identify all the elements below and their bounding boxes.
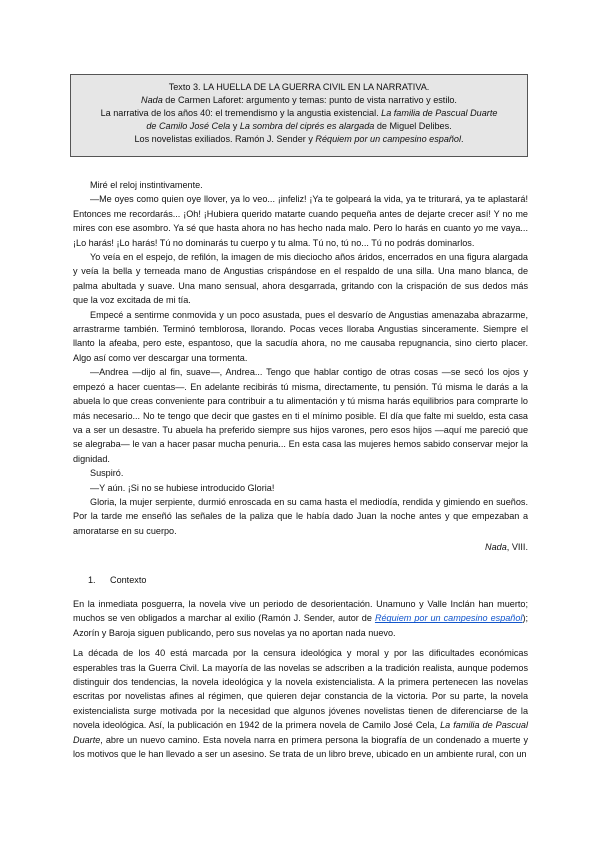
excerpt-paragraph: —Y aún. ¡Si no se hubiese introducido Gloria! (90, 482, 275, 493)
header-line-2: Nada de Carmen Laforet: argumento y temas: punto de vista narrativo y estilo. (141, 95, 457, 105)
excerpt-paragraph: Empecé a sentirme conmovida y un poco asustada, pues el desvarío de Angustias amenazaba abrazarme, arrastrarme también. Terminó temblorosa, llorando. Pocas veces lloraba Angustias sinceramente. Siempre el llanto la afeaba, pero este, espantoso, que la sacudía ahora, no me causaba repugnancia, sino cierto placer. Algo así como ver descargar una tormenta. (73, 309, 528, 363)
context-paragraph-1: En la inmediata posguerra, la novela vive un periodo de desorientación. Unamuno y Valle Inclán han muerto; muchos se ven obligados a marchar al exilio (Ramón J. Sender, autor de Réquiem por un campesino español); Azorín y Baroja siguen publicando, pero sus novelas ya no aportan nada nuevo. (73, 599, 529, 638)
novel-excerpt (73, 178, 528, 555)
excerpt-paragraph: Yo veía en el espejo, de refilón, la imagen de mis dieciocho años áridos, encerrados en una figura alargada y veía la bella y terneada mano de Angustias crispándose en el respaldo de una silla. Una mano blanca, de palma abultada y suave. Una mano sensual, ahora desgarrada, gritando con la crispación de sus dedos más que la voz excitada de mi tía. (73, 252, 528, 306)
excerpt-paragraph: —Me oyes como quien oye llover, ya lo veo... ¡infeliz! ¡Ya te golpeará la vida, ya te triturará, ya te aplastará! Entonces me recordarás... ¡Oh! ¡Hubiera querido matarte cuando pequeña antes de dejarte crecer así! Y no me mires con ese asombro. Ya sé que hasta ahora no has hecho nada malo. Pero lo harás en cuanto yo me vaya... ¡Lo harás! ¡Lo harás! Tú no dominarás tu cuerpo y tu alma. Tú no, tú no... Tú no podrás dominarlos. (73, 194, 528, 248)
header-title-pascual-duarte: La familia de Pascual Duarte (381, 108, 498, 118)
excerpt-paragraph: Miré el reloj instintivamente. (90, 180, 203, 190)
header-line-5: Los novelistas exiliados. Ramón J. Sender y Réquiem por un campesino español. (134, 134, 464, 144)
section-title: Contexto (110, 575, 147, 585)
excerpt-paragraph: Suspiró. (90, 468, 124, 479)
section-heading-contexto (88, 573, 146, 587)
excerpt-reference: Nada, VIII. (485, 542, 528, 553)
header-title-requiem: Réquiem por un campesino español (315, 134, 462, 144)
topic-header-box (70, 74, 528, 157)
requiem-link[interactable]: Réquiem por un campesino español (374, 613, 523, 624)
section-number: 1. (88, 575, 96, 585)
context-paragraph-2: La década de los 40 está marcada por la censura ideológica y moral y por las dificultades económicas esperables tras la Guerra Civil. La mayoría de las novelas se adscriben a la tradición realista, aunque podemos distinguir dos tendencias, la novela ideológica y la novela existencialista. A la primera pertenecen las novelas escritas por novelistas afines al régimen, que quieren dejar constancia de la victoria. Por su parte, la novela existencialista surge motivada por la necesidad que algunos jóvenes novelistas tienen de diferenciarse de la novela ideológica. Así, la publicación en 1942 de la primera novela de Camilo José Cela, La familia de Pascual Duarte, abre un nuevo camino. Esta novela narra en primera persona la biografía de un condenado a muerte y los motivos que le han llevado a ser un asesino. Se trata de un libro breve, ubicado en un ambiente rural, con un (73, 648, 528, 760)
excerpt-paragraph: —Andrea —dijo al fin, suave—, Andrea... Tengo que hablar contigo de otras cosas —se secó los ojos y empezó a hacer cuentas—. En adelante recibirás tú misma, directamente, tu pensión. Tú misma le darás a la abuela lo que creas conveniente para contribuir a tu alimentación y tú misma harás equilibrios para comprarte lo más necesario... No te tengo que decir que gastes en ti el mínimo posible. El día que falte mi sueldo, esta casa va a ser un desastre. Tu abuela ha preferido siempre sus hijos varones, pero esos hijos —aquí me pareció que se alegraba— le van a hacer pasar mucha penuria... En esta casa las mujeres hemos sabido conservar mejor la dignidad. (73, 367, 528, 464)
pascual-duarte-title: La familia de Pascual Duarte (73, 720, 528, 745)
header-line-4: de Camilo José Cela y La sombra del ciprés es alargada de Miguel Delibes. (146, 121, 452, 131)
context-body (73, 597, 528, 767)
header-line-1: Texto 3. LA HUELLA DE LA GUERRA CIVIL EN LA NARRATIVA. (168, 82, 430, 92)
header-title-nada: Nada (141, 95, 163, 105)
header-title-cipres: La sombra del ciprés es alargada (239, 121, 375, 131)
excerpt-paragraph: Gloria, la mujer serpiente, durmió enroscada en su cama hasta el mediodía, rendida y gimiendo en sueños. Por la tarde me enseñó las señales de la paliza que le había dado Juan la noche antes y que empezaban a amoratarse en su cuerpo. (73, 496, 528, 536)
header-line-3: La narrativa de los años 40: el tremendismo y la angustia existencial. La familia de Pascual Duarte (100, 108, 498, 118)
